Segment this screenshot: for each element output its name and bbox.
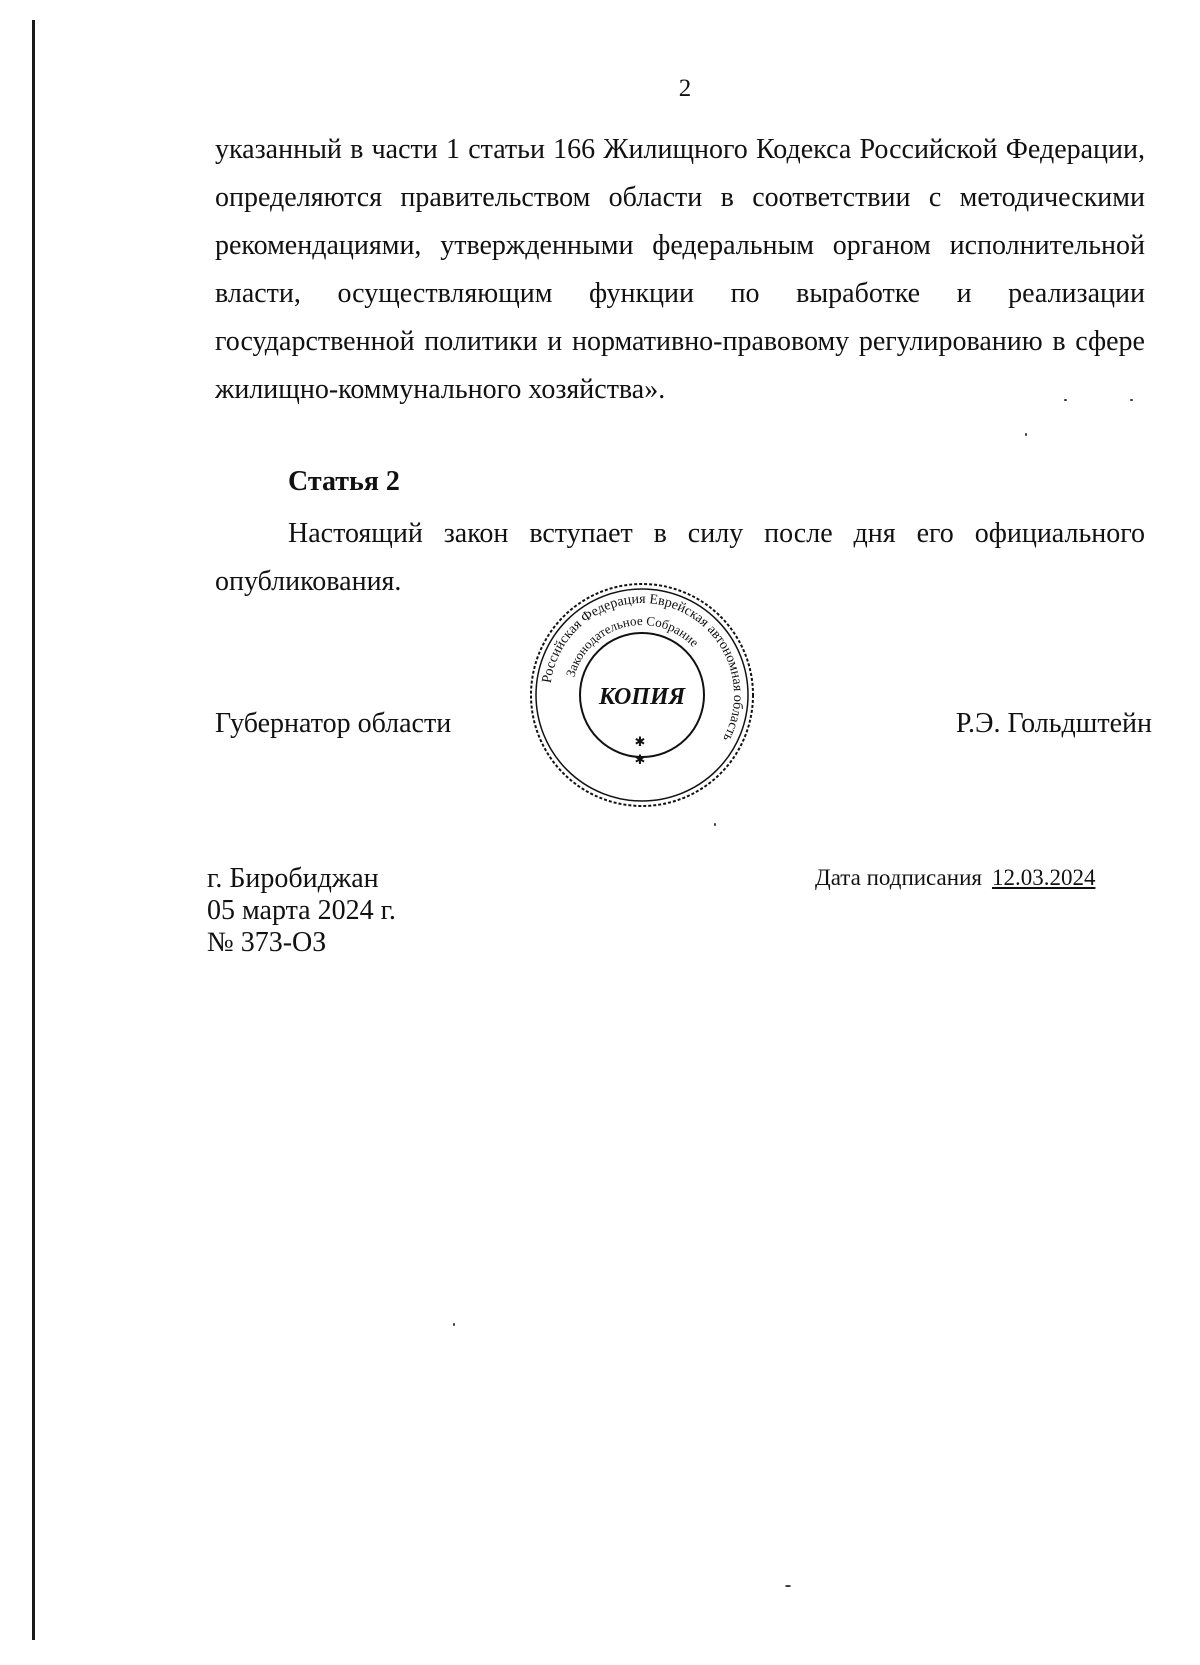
paragraph-line: указанный в части 1 статьи 166 Жилищного Кодекса Российской Федерации, <box>215 134 1145 165</box>
place-city: г. Биробиджан <box>207 863 379 894</box>
scan-speck <box>1130 399 1133 401</box>
official-stamp <box>527 580 757 810</box>
law-number: № 373-ОЗ <box>207 927 327 958</box>
scan-speck <box>453 1323 455 1326</box>
stamp-center-text: КОПИЯ <box>598 684 686 710</box>
signer-position: Губернатор области <box>215 708 452 739</box>
paragraph-line: власти, осуществляющим функции по выработке и реализации <box>215 278 1145 309</box>
paragraph-line: рекомендациями, утвержденными федеральным органом исполнительной <box>215 230 1145 261</box>
star-icon: ✱ <box>634 752 646 767</box>
date-signed-value: 12.03.2024 <box>991 865 1096 890</box>
signer-name: Р.Э. Гольдштейн <box>955 708 1152 739</box>
stamp-outer-text: Российская Федерация Еврейская автономная область <box>539 591 746 744</box>
binder-margin-line <box>32 20 35 1640</box>
paragraph-line: жилищно-коммунального хозяйства». <box>215 374 666 405</box>
scan-speck <box>785 1585 791 1587</box>
page-number: 2 <box>678 75 692 102</box>
paragraph-line: определяются правительством области в соответствии с методическими <box>215 182 1145 213</box>
scan-speck <box>1025 433 1027 436</box>
date-signed-label: Дата подписания <box>815 865 982 890</box>
star-icon: ✱ <box>634 734 646 749</box>
law-date: 05 марта 2024 г. <box>207 895 396 926</box>
stamp-inner-text: Законодательное Собрание <box>562 612 703 679</box>
date-signed <box>815 865 1095 891</box>
article-line: Настоящий закон вступает в силу после дня его официального <box>288 518 1145 549</box>
article-title: Статья 2 <box>288 466 400 497</box>
place-date-block <box>207 863 396 959</box>
scan-speck <box>714 823 716 826</box>
law-paragraph <box>215 126 1145 414</box>
scan-speck <box>1064 399 1067 401</box>
paragraph-line: государственной политики и нормативно-правовому регулированию в сфере <box>215 326 1145 357</box>
article-line: опубликования. <box>215 566 402 597</box>
